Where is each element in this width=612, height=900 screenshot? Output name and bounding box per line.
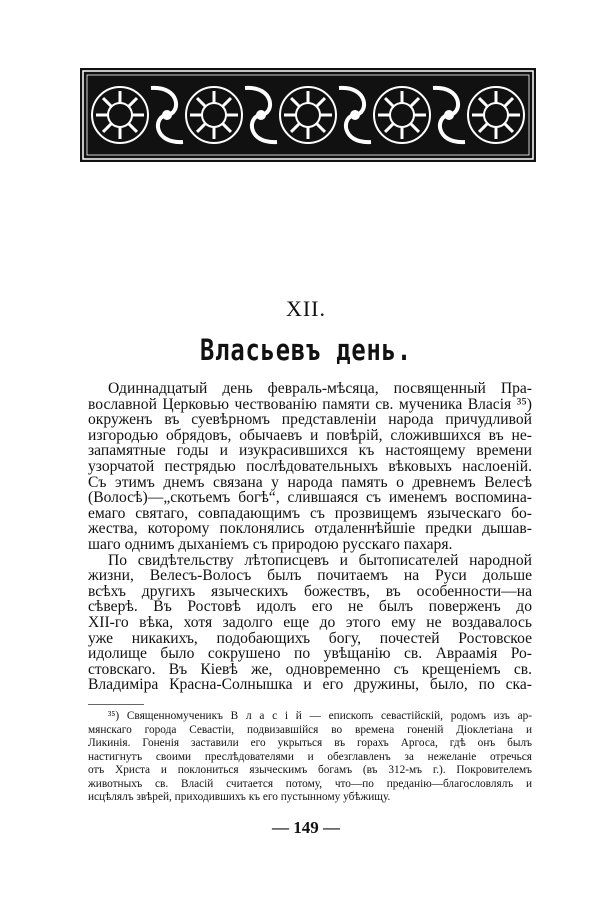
- footnote-line: Ликинія. Гоненія заставили его укрыться въ горахъ Аргоса, гдѣ онъ былъ: [88, 737, 532, 749]
- swirl-dot: [351, 111, 359, 119]
- decorative-headpiece-ornament: [80, 68, 536, 162]
- footnote-line: мянскаго города Севастіи, подвизавшійся во времена гоненій Діоклетіана и: [88, 723, 532, 736]
- text-line: По свидѣтельству лѣтописцевъ и бытописателей народной: [108, 551, 532, 569]
- page-number: — 149 —: [272, 818, 340, 837]
- text-line: Съ этимъ днемъ связана у народа память о древнемъ Велесѣ: [88, 473, 532, 491]
- text-line: узорчатой пестрядью послѣдовательныхъ вѣковыхъ наслоеній.: [88, 457, 532, 475]
- chapter-title: Власьевъ день.: [200, 333, 412, 367]
- text-line: Владиміра Красна-Солнышка и его дружины, было, по ска-: [88, 676, 532, 694]
- text-line: стовскаго. Въ Кіевѣ же, одновременно съ крещеніемъ св.: [88, 660, 532, 678]
- main-text: [88, 381, 532, 693]
- text-line: Одиннадцатый день февраль-мѣсяца, посвященный Пра-: [108, 380, 532, 397]
- footnote-line: животныхъ св. Власій считается потому, что—по преданію—благословлялъ и: [88, 777, 532, 790]
- text-line: жизни, Велесъ-Волосъ былъ почитаемъ на Руси дольше: [88, 567, 532, 585]
- text-line: вославной Церковью чествованію памяти св. мученика Власія ³⁵): [88, 395, 532, 413]
- text-line: идолище было сокрушено по увѣщанію св. Авраамія Ро-: [88, 645, 532, 663]
- swirl-dot: [163, 111, 171, 119]
- text-line: уже никакихъ, подобающихъ богу, почестей Ростовское: [88, 629, 532, 647]
- swirl-dot: [257, 111, 265, 119]
- text-line: сѣверѣ. Въ Ростовѣ идолъ его не былъ поверженъ до: [88, 598, 532, 616]
- paragraph: [88, 381, 532, 553]
- text-line: емаго святаго, совпадающимъ съ прозвищемъ языческаго бо-: [88, 504, 532, 522]
- footnote: [88, 710, 532, 805]
- text-line: всѣхъ другихъ языческихъ божествъ, въ особенности—на: [88, 582, 532, 600]
- footnote-line: ³⁵) Священномученикъ В л а с і й — епископъ севастійскій, родомъ изъ ар-: [108, 710, 532, 722]
- text-line: жества, которому поклонялись отдаленнѣйшіе предки дышав-: [88, 520, 532, 538]
- text-line: (Волосѣ)—„скотьемъ богѣ“, слившаяся съ именемъ воспомина-: [88, 489, 532, 507]
- footnote-line: исцѣлялъ звѣрей, приходившихъ къ его пустынному убѣжищу.: [88, 791, 391, 803]
- footnote-line: отъ Христа и поклониться языческимъ богамъ (въ 312-мъ г.). Покровителемъ: [88, 764, 532, 776]
- text-line: запамятные годы и изукрасившихся къ настоящему времени: [88, 442, 532, 460]
- text-line: окруженъ въ суевѣрномъ представленіи народа причудливой: [88, 411, 532, 429]
- text-line: шаго однимъ дыханіемъ съ природою русскаго пахаря.: [88, 535, 453, 553]
- text-line: изгородью обрядовъ, обычаевъ и повѣрій, сложившихся въ не-: [88, 426, 532, 444]
- footnote-divider: [88, 704, 144, 705]
- swirl-dot: [445, 111, 453, 119]
- paragraph: [88, 553, 532, 693]
- chapter-number: XII.: [285, 296, 327, 321]
- text-line: XII-го вѣка, хотя задолго еще до этого ему не воздавалось: [88, 613, 532, 631]
- footnote-line: настигнутъ своими преслѣдователями и обезглавленъ за нежеланіе отречься: [88, 750, 532, 763]
